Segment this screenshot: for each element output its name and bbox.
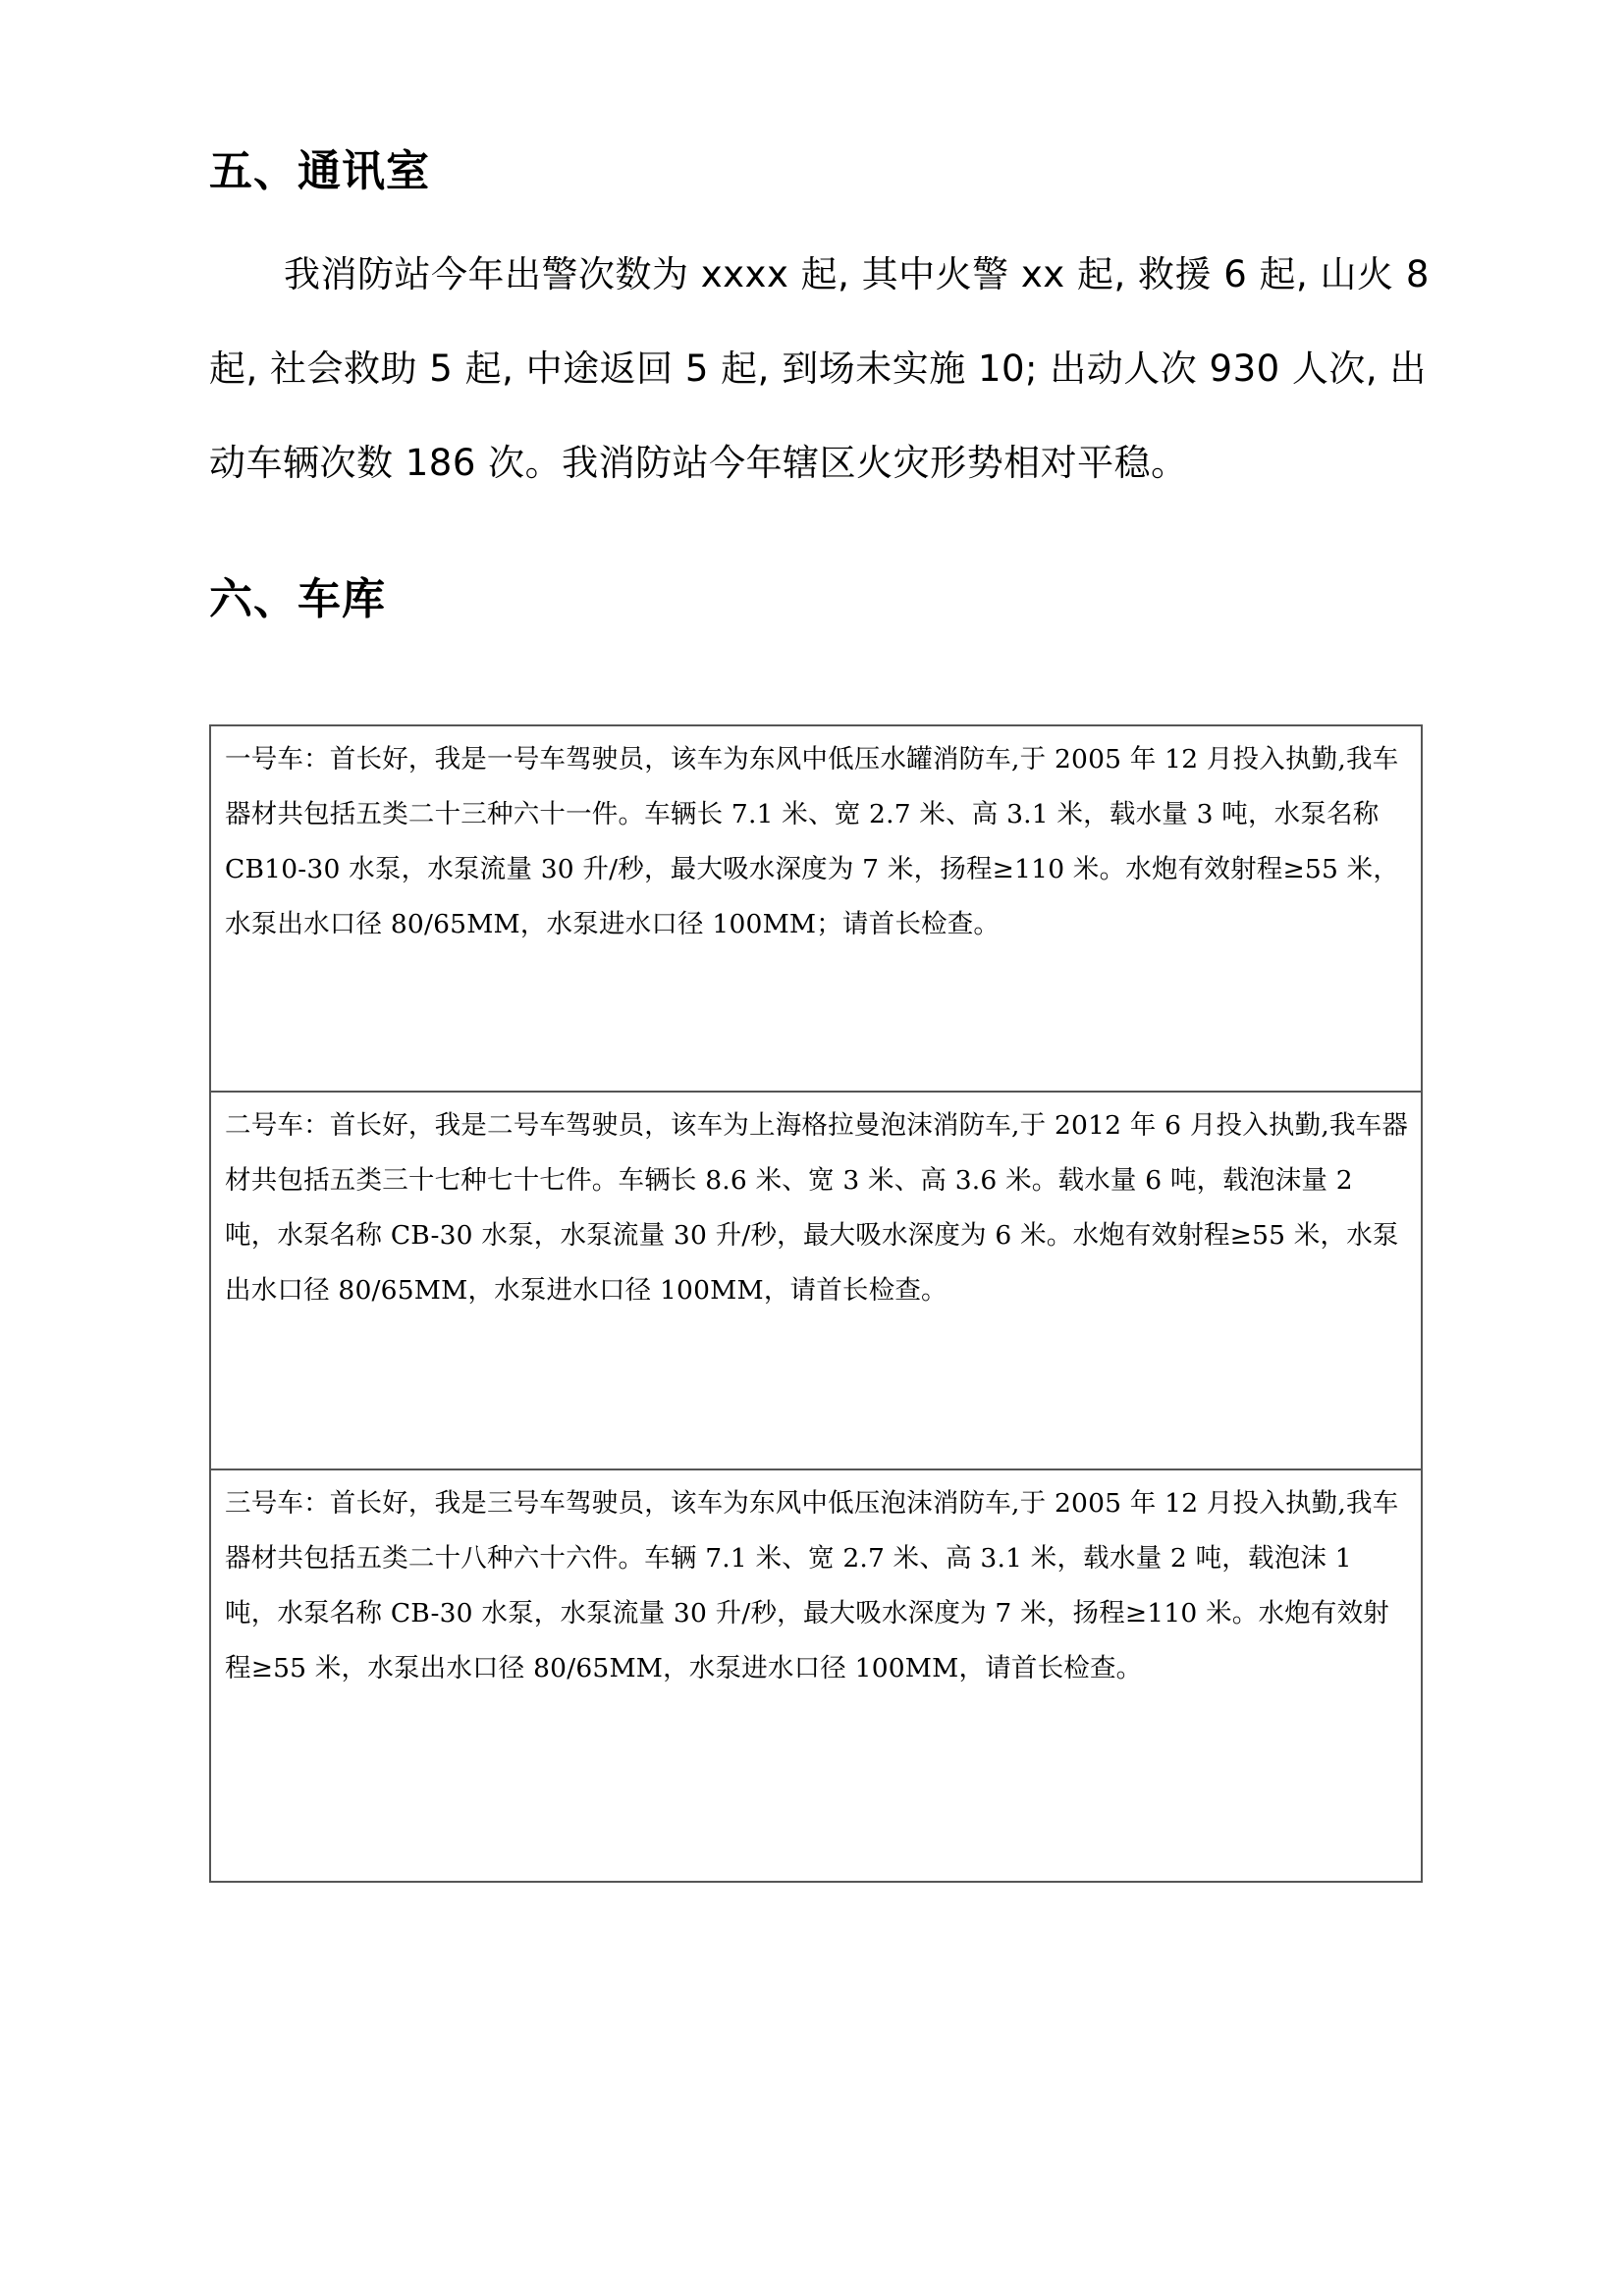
section-heading-comm-room: 五、通讯室 [209,146,430,196]
vehicle-table [209,724,1423,1883]
vehicle-row-2: 二号车：首长好，我是二号车驾驶员，该车为上海格拉曼泡沫消防车,于 2012 年 6 月投入执勤,我车器材共包括五类三十七种七十七件。车辆长 8.6 米、宽 3 米、高 3.6 米。载水量 6 吨，载泡沫量 2 吨，水泵名称 CB-30 水泵，水泵流量 30 升/秒，最大吸水深度为 6 米。水炮有效射程≥55 米，水泵出水口径 80/65MM，水泵进水口径 100MM，请首长检查。 [211,1091,1421,1468]
comm-room-paragraph: 我消防站今年出警次数为 xxxx 起, 其中火警 xx 起, 救援 6 起, 山火 8 起, 社会救助 5 起, 中途返回 5 起, 到场未实施 10; 出动人次 930 人次, 出动车辆次数 186 次。我消防站今年辖区火灾形势相对平稳。 [209,253,1430,484]
vehicle-row-1: 一号车：首长好，我是一号车驾驶员，该车为东风中低压水罐消防车,于 2005 年 12 月投入执勤,我车器材共包括五类二十三种六十一件。车辆长 7.1 米、宽 2.7 米、高 3.1 米，载水量 3 吨，水泵名称 CB10-30 水泵，水泵流量 30 升/秒，最大吸水深度为 7 米，扬程≥110 米。水炮有效射程≥55 米，水泵出水口径 80/65MM，水泵进水口径 100MM；请首长检查。 [225,744,1400,939]
section-heading-garage: 六、车库 [209,574,386,624]
vehicle-row-3: 三号车：首长好，我是三号车驾驶员，该车为东风中低压泡沫消防车,于 2005 年 12 月投入执勤,我车器材共包括五类二十八种六十六件。车辆 7.1 米、宽 2.7 米、高 3.1 米，载水量 2 吨，载泡沫 1 吨，水泵名称 CB-30 水泵，水泵流量 30 升/秒，最大吸水深度为 7 米，扬程≥110 米。水炮有效射程≥55 米，水泵出水口径 80/65MM，水泵进水口径 100MM，请首长检查。 [211,1468,1421,1881]
